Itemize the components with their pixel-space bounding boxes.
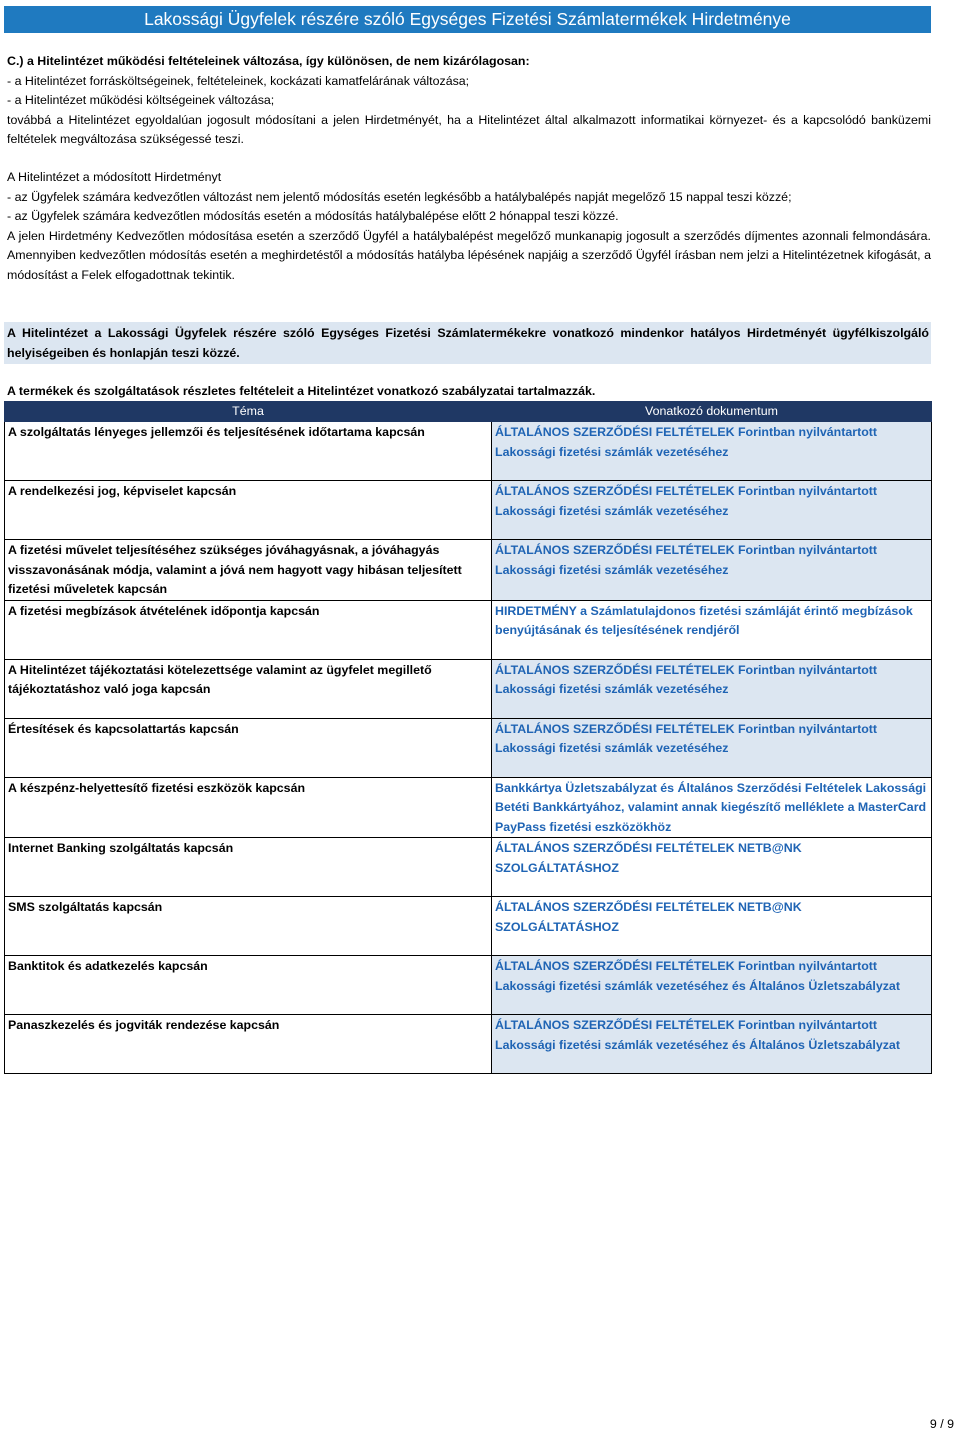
row-document-link[interactable]: ÁLTALÁNOS SZERZŐDÉSI FELTÉTELEK Forintban nyilvántartott Lakossági fizetési számlák vezetéséhez (492, 718, 932, 777)
row-topic: SMS szolgáltatás kapcsán (5, 897, 492, 956)
row-topic: A fizetési művelet teljesítéséhez szükséges jóváhagyásnak, a jóváhagyás visszavonásának módja, valamint a jóvá nem hagyott vagy hibásan teljesített fizetési műveletek kapcsán (5, 540, 492, 601)
row-document-link[interactable]: HIRDETMÉNY a Számlatulajdonos fizetési számláját érintő megbízások benyújtásának és teljesítésének rendjéről (492, 600, 932, 659)
modification-item-2: - az Ügyfelek számára kedvezőtlen módosítás esetén a módosítás hatálybalépése előtt 2 hónappal teszi közzé. (7, 209, 619, 223)
modification-closing: A jelen Hirdetmény Kedvezőtlen módosítása esetén a szerződő Ügyfél a hatálybalépést megelőző munkanapig jogosult a szerződés díjmentes azonnali felmondására. Amennyiben kedvezőtlen módosítás esetén a meghirdetéstől a módosítás hatályba lépésének napjáig a szerződő Ügyfél írásban nem jelzi a Hitelintézetnek kifogását, a módosítást a Felek elfogadottnak tekintik. (7, 228, 931, 282)
table-header-row (5, 402, 932, 422)
row-document-link[interactable]: ÁLTALÁNOS SZERZŐDÉSI FELTÉTELEK Forintban nyilvántartott Lakossági fizetési számlák vezetéséhez (492, 481, 932, 540)
table-row (5, 718, 932, 777)
row-document-link[interactable]: ÁLTALÁNOS SZERZŐDÉSI FELTÉTELEK Forintban nyilvántartott Lakossági fizetési számlák vezetéséhez és Általános Üzletszabályzat (492, 1015, 932, 1074)
modification-item-1: - az Ügyfelek számára kedvezőtlen változást nem jelentő módosítás esetén legkésőbb a hatálybalépés napját megelőző 15 nappal teszi közzé; (7, 189, 792, 204)
table-row (5, 956, 932, 1015)
section-c-heading: C.) a Hitelintézet működési feltételeinek változása, így különösen, de nem kizárólagosan: (7, 54, 530, 68)
table-row (5, 600, 932, 659)
section-c-closing: továbbá a Hitelintézet egyoldalúan jogosult módosítani a jelen Hirdetményét, ha a Hitelintézet által alkalmazott informatikai környezet- és a kapcsolódó banküzemi feltételek megváltozása szükségessé teszi. (7, 112, 931, 146)
documents-table (4, 401, 932, 1074)
row-topic: A szolgáltatás lényeges jellemzői és teljesítésének időtartama kapcsán (5, 422, 492, 481)
row-document-link[interactable]: ÁLTALÁNOS SZERZŐDÉSI FELTÉTELEK Forintban nyilvántartott Lakossági fizetési számlák vezetéséhez (492, 540, 932, 601)
row-document-link[interactable]: ÁLTALÁNOS SZERZŐDÉSI FELTÉTELEK Forintban nyilvántartott Lakossági fizetési számlák vezetéséhez (492, 422, 932, 481)
table-row (5, 481, 932, 540)
table-row (5, 540, 932, 601)
section-c-item-1: - a Hitelintézet forrásköltségeinek, feltételeinek, kockázati kamatfelárának változása; (7, 73, 470, 88)
table-row (5, 777, 932, 838)
table-row (5, 897, 932, 956)
row-document-link[interactable]: ÁLTALÁNOS SZERZŐDÉSI FELTÉTELEK NETB@NK SZOLGÁLTATÁSHOZ (492, 897, 932, 956)
header-document: Vonatkozó dokumentum (492, 402, 932, 422)
page-title: Lakossági Ügyfelek részére szóló Egységes Fizetési Számlatermékek Hirdetménye (4, 6, 931, 33)
table-row (5, 1015, 932, 1074)
row-topic: Banktitok és adatkezelés kapcsán (5, 956, 492, 1015)
row-topic: A rendelkezési jog, képviselet kapcsán (5, 481, 492, 540)
modification-intro: A Hitelintézet a módosított Hirdetményt (7, 170, 222, 184)
row-topic: A Hitelintézet tájékoztatási kötelezettsége valamint az ügyfelet megillető tájékoztatáshoz való joga kapcsán (5, 659, 492, 718)
row-document-link[interactable]: ÁLTALÁNOS SZERZŐDÉSI FELTÉTELEK NETB@NK SZOLGÁLTATÁSHOZ (492, 838, 932, 897)
row-topic: A fizetési megbízások átvételének időpontja kapcsán (5, 600, 492, 659)
row-document-link[interactable]: ÁLTALÁNOS SZERZŐDÉSI FELTÉTELEK Forintban nyilvántartott Lakossági fizetési számlák vezetéséhez (492, 659, 932, 718)
table-row (5, 838, 932, 897)
header-topic: Téma (5, 402, 492, 422)
table-row (5, 422, 932, 481)
row-topic: Értesítések és kapcsolattartás kapcsán (5, 718, 492, 777)
row-topic: A készpénz-helyettesítő fizetési eszközök kapcsán (5, 777, 492, 838)
section-c-item-2: - a Hitelintézet működési költségeinek változása; (7, 93, 275, 107)
row-topic: Internet Banking szolgáltatás kapcsán (5, 838, 492, 897)
row-topic: Panaszkezelés és jogviták rendezése kapcsán (5, 1015, 492, 1074)
table-row (5, 659, 932, 718)
row-document-link[interactable]: ÁLTALÁNOS SZERZŐDÉSI FELTÉTELEK Forintban nyilvántartott Lakossági fizetési számlák vezetéséhez és Általános Üzletszabályzat (492, 956, 932, 1015)
table-intro: A termékek és szolgáltatások részletes feltételeit a Hitelintézet vonatkozó szabályzatai tartalmazzák. (7, 384, 596, 398)
row-document-link[interactable]: Bankkártya Üzletszabályzat és Általános Szerződési Feltételek Lakossági Betéti Bankkártyához, valamint annak kiegészítő melléklete a MasterCard PayPass fizetési eszközökhöz (492, 777, 932, 838)
section-c (7, 52, 931, 150)
modification-section (7, 168, 931, 285)
page-number: 9 / 9 (929, 1417, 954, 1431)
notice-text: A Hitelintézet a Lakossági Ügyfelek részére szóló Egységes Fizetési Számlatermékekre vonatkozó mindenkor hatályos Hirdetményét ügyfélkiszolgáló helyiségeiben és honlapján teszi közzé. (7, 326, 929, 360)
